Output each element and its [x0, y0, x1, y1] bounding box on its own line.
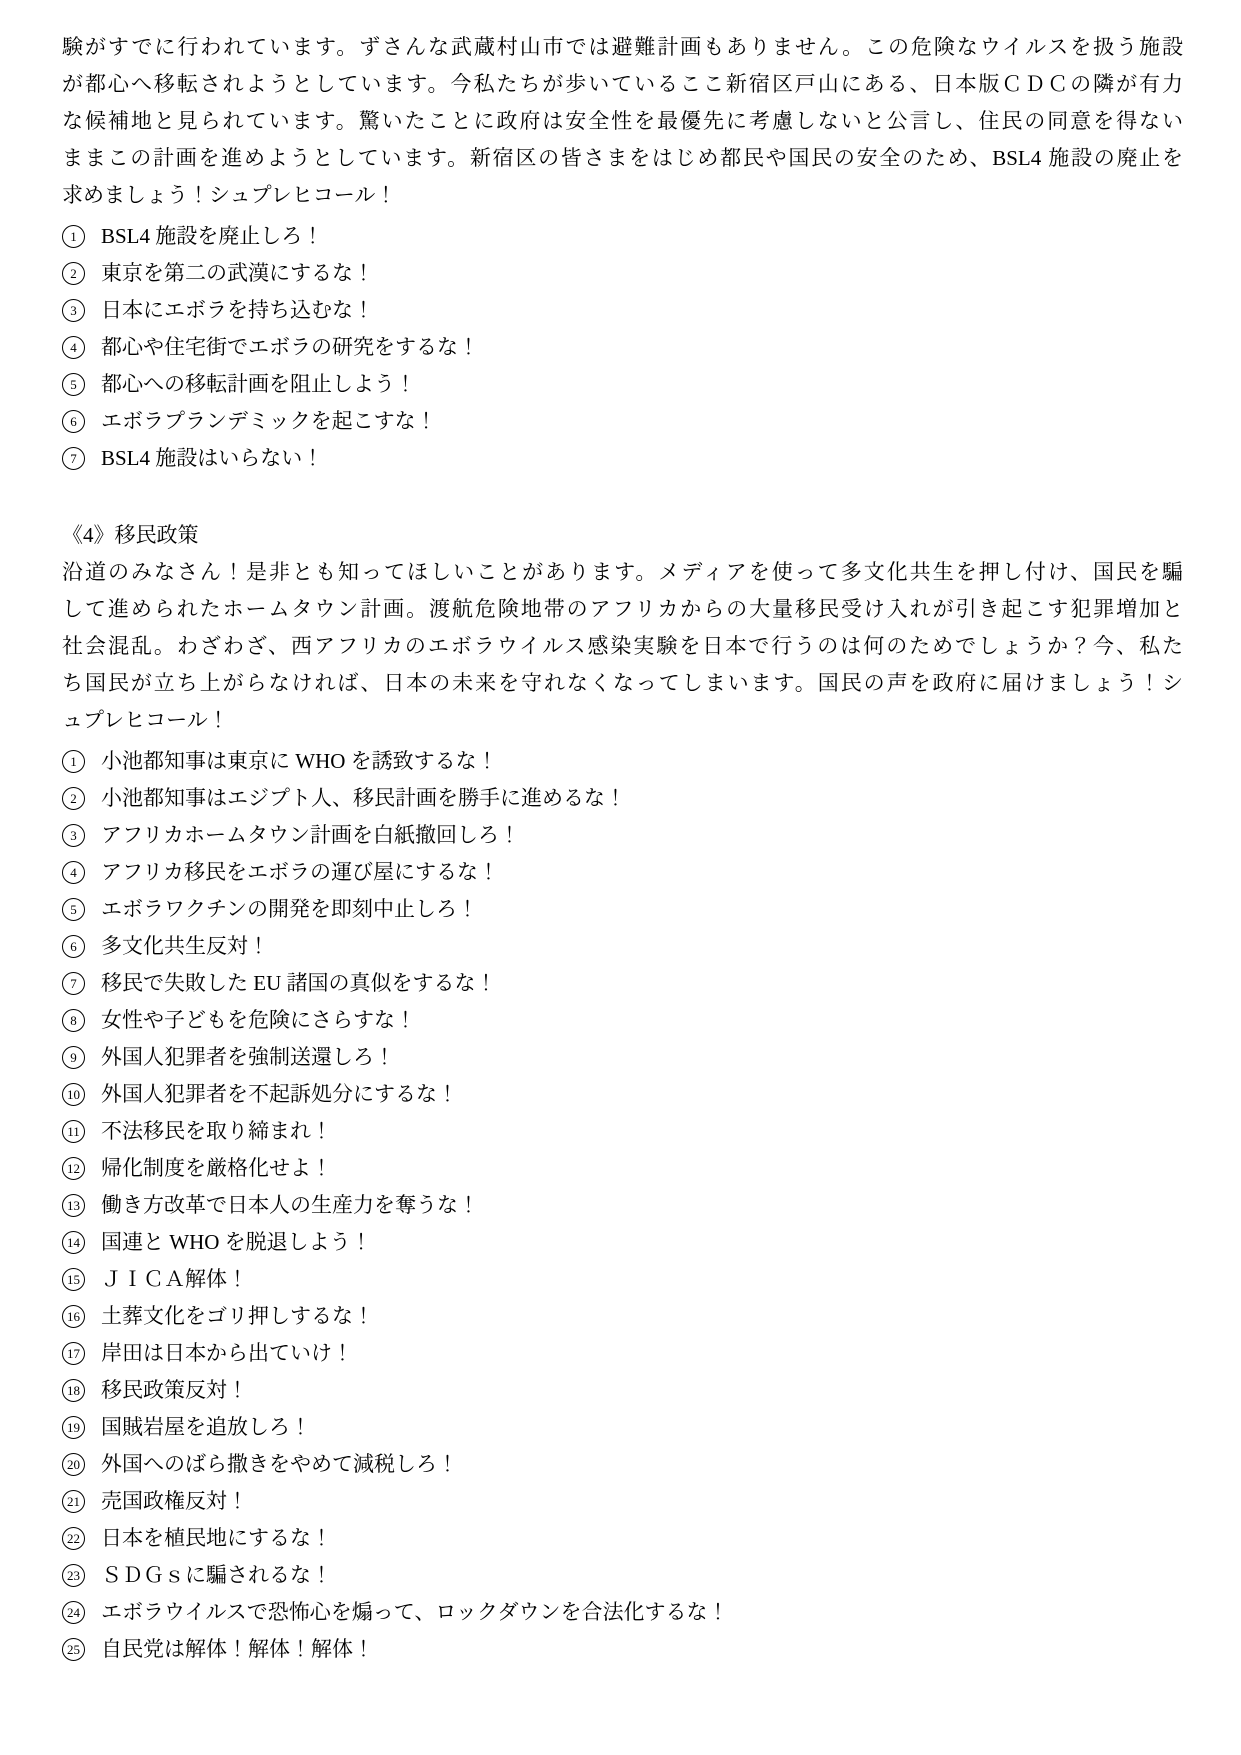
circled-number: 4 — [62, 336, 85, 359]
circled-number: 19 — [62, 1416, 85, 1439]
chant-text: 働き方改革で日本人の生産力を奪うな！ — [101, 1193, 479, 1217]
chant-item — [62, 1002, 1183, 1039]
chant-item — [62, 1261, 1183, 1298]
circled-number: 25 — [62, 1638, 85, 1661]
circled-number: 16 — [62, 1305, 85, 1328]
chant-text: 不法移民を取り締まれ！ — [101, 1119, 332, 1143]
immigration-paragraph — [62, 554, 1183, 739]
circled-number: 9 — [62, 1046, 85, 1069]
chant-text: 都心への移転計画を阻止しよう！ — [101, 372, 416, 396]
chant-text: エボラウイルスで恐怖心を煽って、ロックダウンを合法化するな！ — [101, 1600, 729, 1624]
chant-item — [62, 1335, 1183, 1372]
circled-number: 4 — [62, 861, 85, 884]
chant-text: ＳＤＧｓに騙されるな！ — [101, 1563, 332, 1587]
circled-number: 3 — [62, 299, 85, 322]
chant-text: 小池都知事はエジプト人、移民計画を勝手に進めるな！ — [101, 786, 626, 810]
paragraph-line: ち国民が立ち上がらなければ、日本の未来を守れなくなってしまいます。国民の声を政府に届けましょう！シ — [62, 671, 1183, 695]
circled-number: 23 — [62, 1564, 85, 1587]
chant-item — [62, 854, 1183, 891]
chant-item — [62, 292, 1183, 329]
chant-item — [62, 1557, 1183, 1594]
chant-item — [62, 1113, 1183, 1150]
chant-item — [62, 1520, 1183, 1557]
chant-item — [62, 1187, 1183, 1224]
circled-number: 21 — [62, 1490, 85, 1513]
paragraph-line: 求めましょう！シュプレヒコール！ — [62, 183, 397, 207]
circled-number: 24 — [62, 1601, 85, 1624]
chant-item — [62, 1483, 1183, 1520]
circled-number: 18 — [62, 1379, 85, 1402]
chant-item — [62, 743, 1183, 780]
chant-item — [62, 1298, 1183, 1335]
circled-number: 7 — [62, 972, 85, 995]
paragraph-line: ままこの計画を進めようとしています。新宿区の皆さまをはじめ都民や国民の安全のため、BSL4 施設の廃止を — [62, 146, 1183, 170]
section-heading: 《4》移民政策 — [62, 523, 199, 547]
chant-text: 土葬文化をゴリ押しするな！ — [101, 1304, 374, 1328]
chant-text: エボラプランデミックを起こすな！ — [101, 409, 437, 433]
bsl4-chant-list — [62, 218, 1183, 477]
chant-item — [62, 1224, 1183, 1261]
chant-item — [62, 1594, 1183, 1631]
paragraph-line: 社会混乱。わざわざ、西アフリカのエボラウイルス感染実験を日本で行うのは何のためでしょうか？今、私た — [62, 634, 1183, 658]
circled-number: 5 — [62, 373, 85, 396]
chant-item — [62, 780, 1183, 817]
chant-text: 東京を第二の武漢にするな！ — [101, 261, 374, 285]
paragraph-line: な候補地と見られています。驚いたことに政府は安全性を最優先に考慮しないと公言し、住民の同意を得ない — [62, 109, 1183, 133]
chant-text: 日本を植民地にするな！ — [101, 1526, 332, 1550]
circled-number: 1 — [62, 225, 85, 248]
circled-number: 20 — [62, 1453, 85, 1476]
chant-text: 多文化共生反対！ — [101, 934, 269, 958]
circled-number: 10 — [62, 1083, 85, 1106]
circled-number: 5 — [62, 898, 85, 921]
circled-number: 14 — [62, 1231, 85, 1254]
circled-number: 8 — [62, 1009, 85, 1032]
chant-text: 自民党は解体！解体！解体！ — [101, 1637, 374, 1661]
chant-item — [62, 965, 1183, 1002]
chant-item — [62, 1076, 1183, 1113]
circled-number: 6 — [62, 410, 85, 433]
chant-text: 売国政権反対！ — [101, 1489, 248, 1513]
chant-item — [62, 218, 1183, 255]
circled-number: 2 — [62, 262, 85, 285]
paragraph-line: 験がすでに行われています。ずさんな武蔵村山市では避難計画もありません。この危険なウイルスを扱う施設 — [62, 35, 1183, 59]
chant-text: 女性や子どもを危険にさらすな！ — [101, 1008, 416, 1032]
chant-text: アフリカホームタウン計画を白紙撤回しろ！ — [101, 823, 520, 847]
paragraph-line: 沿道のみなさん！是非とも知ってほしいことがあります。メディアを使って多文化共生を押し付け、国民を騙 — [62, 560, 1183, 584]
chant-item — [62, 1409, 1183, 1446]
chant-item — [62, 1039, 1183, 1076]
chant-item — [62, 366, 1183, 403]
bsl4-paragraph — [62, 29, 1183, 214]
chant-item — [62, 1372, 1183, 1409]
paragraph-line: して進められたホームタウン計画。渡航危険地帯のアフリカからの大量移民受け入れが引き起こす犯罪増加と — [62, 597, 1183, 621]
circled-number: 2 — [62, 787, 85, 810]
circled-number: 11 — [62, 1120, 85, 1143]
circled-number: 12 — [62, 1157, 85, 1180]
chant-text: 都心や住宅街でエボラの研究をするな！ — [101, 335, 479, 359]
chant-text: BSL4 施設はいらない！ — [101, 446, 324, 470]
chant-text: 外国人犯罪者を強制送還しろ！ — [101, 1045, 395, 1069]
chant-text: アフリカ移民をエボラの運び屋にするな！ — [101, 860, 499, 884]
chant-text: 国連と WHO を脱退しよう！ — [101, 1230, 372, 1254]
chant-item — [62, 329, 1183, 366]
circled-number: 3 — [62, 824, 85, 847]
chant-item — [62, 1631, 1183, 1668]
chant-item — [62, 1446, 1183, 1483]
chant-text: 帰化制度を厳格化せよ！ — [101, 1156, 332, 1180]
paragraph-line: ュプレヒコール！ — [62, 708, 229, 732]
chant-text: 岸田は日本から出ていけ！ — [101, 1341, 353, 1365]
chant-text: 移民政策反対！ — [101, 1378, 248, 1402]
paragraph-line: が都心へ移転されようとしています。今私たちが歩いているここ新宿区戸山にある、日本版ＣＤＣの隣が有力 — [62, 72, 1183, 96]
chant-text: 国賊岩屋を追放しろ！ — [101, 1415, 311, 1439]
chant-text: 日本にエボラを持ち込むな！ — [101, 298, 374, 322]
chant-text: エボラワクチンの開発を即刻中止しろ！ — [101, 897, 478, 921]
immigration-chant-list — [62, 743, 1183, 1668]
chant-item — [62, 817, 1183, 854]
circled-number: 17 — [62, 1342, 85, 1365]
chant-text: 小池都知事は東京に WHO を誘致するな！ — [101, 749, 498, 773]
chant-text: 外国人犯罪者を不起訴処分にするな！ — [101, 1082, 458, 1106]
chant-item — [62, 403, 1183, 440]
chant-text: 外国へのばら撒きをやめて減税しろ！ — [101, 1452, 458, 1476]
chant-item — [62, 440, 1183, 477]
circled-number: 1 — [62, 750, 85, 773]
chant-item — [62, 928, 1183, 965]
chant-text: ＪＩＣＡ解体！ — [101, 1267, 248, 1291]
circled-number: 15 — [62, 1268, 85, 1291]
chant-item — [62, 255, 1183, 292]
circled-number: 6 — [62, 935, 85, 958]
circled-number: 13 — [62, 1194, 85, 1217]
chant-item — [62, 891, 1183, 928]
chant-text: 移民で失敗した EU 諸国の真似をするな！ — [101, 971, 497, 995]
chant-text: BSL4 施設を廃止しろ！ — [101, 224, 324, 248]
chant-item — [62, 1150, 1183, 1187]
circled-number: 7 — [62, 447, 85, 470]
circled-number: 22 — [62, 1527, 85, 1550]
